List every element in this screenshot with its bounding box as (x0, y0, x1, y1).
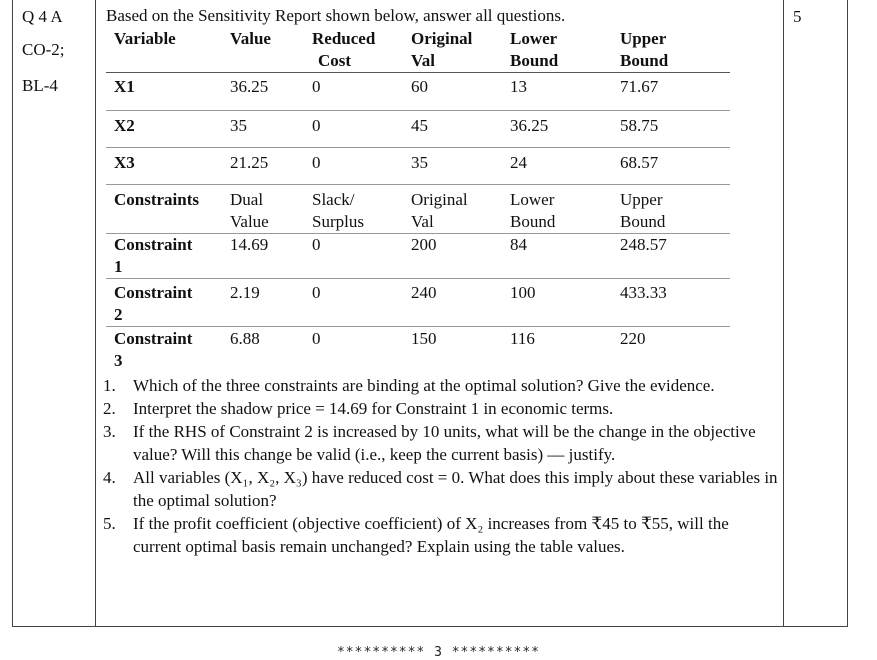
constraint-number: 3 (114, 351, 123, 370)
variable-value: 35 (228, 111, 310, 148)
constraint-name: Constraint (114, 283, 193, 302)
reduced-cost: 0 (310, 73, 409, 111)
item-text: All variables (X₁, X₂, X₃) have reduced cost = 0. What does this imply about these variables in the optimal solution? (133, 468, 778, 510)
variable-value: 21.25 (228, 148, 310, 185)
item-text: Which of the three constraints are binding at the optimal solution? Give the evidence. (133, 376, 715, 395)
header-cost: Cost (318, 51, 352, 70)
item-number: 1. (103, 376, 116, 395)
original-value: 60 (409, 73, 508, 111)
header-bound: Bound (510, 212, 556, 231)
question-id: Q 4 A (22, 7, 63, 26)
upper-bound: 58.75 (618, 111, 730, 148)
constraint-number: 2 (114, 305, 123, 324)
variable-name: X2 (106, 111, 228, 148)
item-number: 4. (103, 468, 116, 487)
header-bound: Bound (620, 51, 669, 70)
header-value: Value (230, 29, 271, 48)
header-constraints: Constraints (106, 185, 228, 234)
original-value: 240 (409, 279, 508, 327)
table-row (106, 111, 730, 148)
column-divider-left (95, 0, 96, 627)
header-bound: Bound (510, 51, 559, 70)
upper-bound: 248.57 (618, 234, 730, 279)
list-item (100, 420, 780, 466)
item-text: If the RHS of Constraint 2 is increased by 10 units, what will be the change in the objective value? Will this change be valid (i.e., keep the current basis) — justify. (133, 422, 756, 464)
constraint-number: 1 (114, 257, 123, 276)
variable-name: X3 (106, 148, 228, 185)
marks: 5 (793, 7, 802, 26)
reduced-cost: 0 (310, 111, 409, 148)
table-row (106, 234, 730, 279)
table-row (106, 148, 730, 185)
lower-bound: 13 (508, 73, 618, 111)
dual-value: 2.19 (228, 279, 310, 327)
header-val: Val (411, 212, 434, 231)
upper-bound: 220 (620, 329, 646, 348)
variables-header-row (106, 28, 730, 73)
upper-bound: 68.57 (618, 148, 730, 185)
item-number: 2. (103, 399, 116, 418)
header-upper: Upper (620, 29, 667, 48)
original-value: 150 (411, 329, 437, 348)
lower-bound: 100 (508, 279, 618, 327)
header-variable: Variable (114, 29, 176, 48)
header-reduced: Reduced (312, 29, 376, 48)
header-slack: Slack/ (312, 190, 355, 209)
item-number: 3. (103, 422, 116, 441)
lower-bound: 84 (508, 234, 618, 279)
slack-surplus: 0 (310, 279, 409, 327)
question-intro: Based on the Sensitivity Report shown below, answer all questions. (106, 6, 566, 25)
list-item (100, 397, 780, 420)
constraint-name: Constraint (114, 235, 193, 254)
lower-bound: 36.25 (508, 111, 618, 148)
constraint-name: Constraint (114, 329, 193, 348)
table-row (106, 327, 730, 373)
header-upper: Upper (620, 190, 663, 209)
header-bound: Bound (620, 212, 666, 231)
reduced-cost: 0 (310, 148, 409, 185)
original-value: 200 (409, 234, 508, 279)
item-number: 5. (103, 514, 116, 533)
item-text: Interpret the shadow price = 14.69 for Constraint 1 in economic terms. (133, 399, 614, 418)
question-list (100, 374, 780, 558)
header-lower: Lower (510, 29, 558, 48)
header-value: Value (230, 212, 269, 231)
lower-bound: 116 (510, 329, 535, 348)
course-outcome: CO-2; (22, 40, 65, 59)
header-surplus: Surplus (312, 212, 364, 231)
upper-bound: 433.33 (618, 279, 730, 327)
list-item (100, 374, 780, 397)
page-footer: ********** 3 ********** (336, 645, 540, 660)
variable-name: X1 (106, 73, 228, 111)
header-dual: Dual (230, 190, 264, 209)
table-row (106, 73, 730, 111)
column-divider-right (783, 0, 784, 627)
header-original: Original (411, 190, 468, 209)
slack-surplus: 0 (312, 329, 321, 348)
list-item (100, 512, 780, 558)
header-original: Original (411, 29, 473, 48)
blooms-level: BL-4 (22, 76, 58, 95)
dual-value: 14.69 (228, 234, 310, 279)
original-value: 35 (409, 148, 508, 185)
table-row (106, 279, 730, 327)
variable-value: 36.25 (228, 73, 310, 111)
constraints-header-row (106, 185, 730, 234)
header-lower: Lower (510, 190, 555, 209)
original-value: 45 (409, 111, 508, 148)
dual-value: 6.88 (230, 329, 260, 348)
header-val: Val (411, 51, 435, 70)
upper-bound: 71.67 (618, 73, 730, 111)
slack-surplus: 0 (310, 234, 409, 279)
lower-bound: 24 (508, 148, 618, 185)
list-item (100, 466, 780, 512)
item-text: If the profit coefficient (objective coefficient) of X₂ increases from ₹45 to ₹55, will the current optimal basis remain unchanged? Explain using the table values. (133, 514, 729, 556)
sensitivity-report-table (106, 28, 730, 372)
